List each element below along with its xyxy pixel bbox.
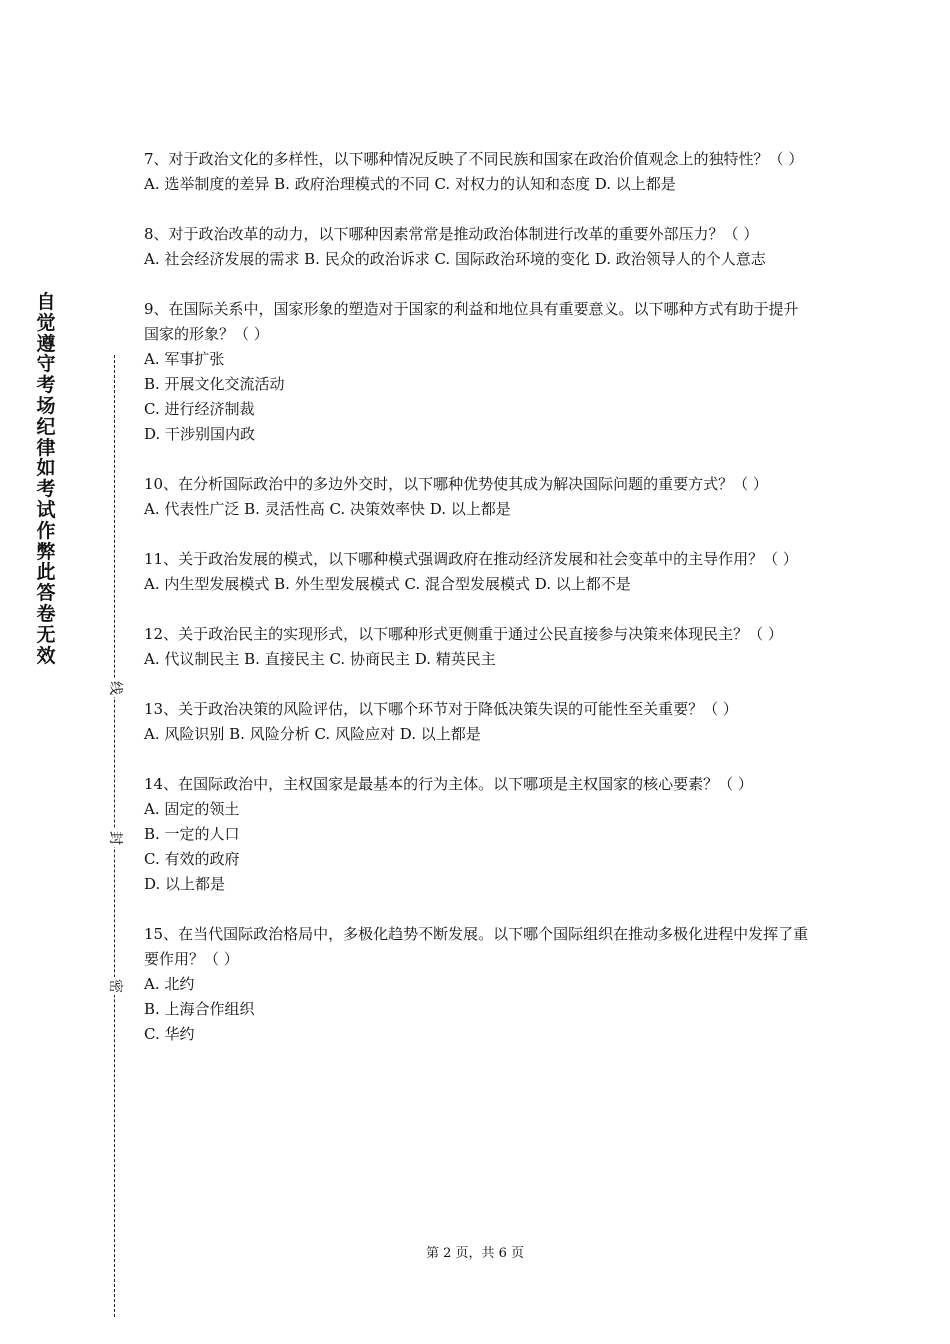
question-7 — [144, 147, 812, 197]
question-stem: 14、在国际政治中，主权国家是最基本的行为主体。以下哪项是主权国家的核心要素？（ ） — [144, 775, 753, 793]
question-option-a: A. 固定的领土 — [144, 800, 240, 818]
question-options: A. 社会经济发展的需求 B. 民众的政治诉求 C. 国际政治环境的变化 D. 政治领导人的个人意志 — [144, 250, 766, 268]
seal-label-line: 线 — [107, 681, 123, 695]
question-15 — [144, 922, 812, 1047]
question-stem: 11、关于政治发展的模式，以下哪种模式强调政府在推动经济发展和社会变革中的主导作用？（ ） — [144, 550, 798, 568]
question-option-d: D. 干涉别国内政 — [144, 425, 256, 443]
question-9 — [144, 297, 812, 447]
question-14 — [144, 772, 812, 897]
question-option-c: C. 进行经济制裁 — [144, 400, 255, 418]
question-stem: 13、关于政治决策的风险评估，以下哪个环节对于降低决策失误的可能性至关重要？（ ） — [144, 700, 738, 718]
exam-discipline-notice: 自觉遵守考场纪律如考试作弊此答卷无效 — [36, 291, 56, 667]
question-option-b: B. 上海合作组织 — [144, 1000, 255, 1018]
seal-label-seal: 封 — [107, 831, 123, 845]
question-stem: 7、对于政治文化的多样性，以下哪种情况反映了不同民族和国家在政治价值观念上的独特性？（ ） — [144, 150, 804, 168]
question-option-c: C. 有效的政府 — [144, 850, 240, 868]
question-stem: 10、在分析国际政治中的多边外交时，以下哪种优势使其成为解决国际问题的重要方式？（ ） — [144, 475, 768, 493]
question-options: A. 内生型发展模式 B. 外生型发展模式 C. 混合型发展模式 D. 以上都不是 — [144, 575, 631, 593]
question-options: A. 选举制度的差异 B. 政府治理模式的不同 C. 对权力的认知和态度 D. 以上都是 — [144, 175, 676, 193]
question-options: A. 代表性广泛 B. 灵活性高 C. 决策效率快 D. 以上都是 — [144, 500, 511, 518]
question-12 — [144, 622, 812, 672]
question-list — [144, 147, 812, 1072]
question-option-a: A. 北约 — [144, 975, 195, 993]
question-8 — [144, 222, 812, 272]
question-stem: 8、对于政治改革的动力，以下哪种因素常常是推动政治体制进行改革的重要外部压力？（ ） — [144, 225, 759, 243]
seal-label-secret: 密 — [107, 979, 123, 993]
question-13 — [144, 697, 812, 747]
question-10 — [144, 472, 812, 522]
question-11 — [144, 547, 812, 597]
question-options: A. 风险识别 B. 风险分析 C. 风险应对 D. 以上都是 — [144, 725, 481, 743]
question-option-b: B. 一定的人口 — [144, 825, 240, 843]
question-option-c: C. 华约 — [144, 1025, 195, 1043]
question-option-d: D. 以上都是 — [144, 875, 226, 893]
question-stem: 15、在当代国际政治格局中，多极化趋势不断发展。以下哪个国际组织在推动多极化进程中发挥了重要作用？（ ） — [144, 925, 809, 968]
page-number-footer: 第 2 页，共 6 页 — [425, 1246, 525, 1261]
question-stem: 9、在国际关系中，国家形象的塑造对于国家的利益和地位具有重要意义。以下哪种方式有助于提升国家的形象？（ ） — [144, 300, 799, 343]
question-option-a: A. 军事扩张 — [144, 350, 225, 368]
question-stem: 12、关于政治民主的实现形式，以下哪种形式更侧重于通过公民直接参与决策来体现民主？（ ） — [144, 625, 783, 643]
question-option-b: B. 开展文化交流活动 — [144, 375, 285, 393]
question-options: A. 代议制民主 B. 直接民主 C. 协商民主 D. 精英民主 — [144, 650, 496, 668]
